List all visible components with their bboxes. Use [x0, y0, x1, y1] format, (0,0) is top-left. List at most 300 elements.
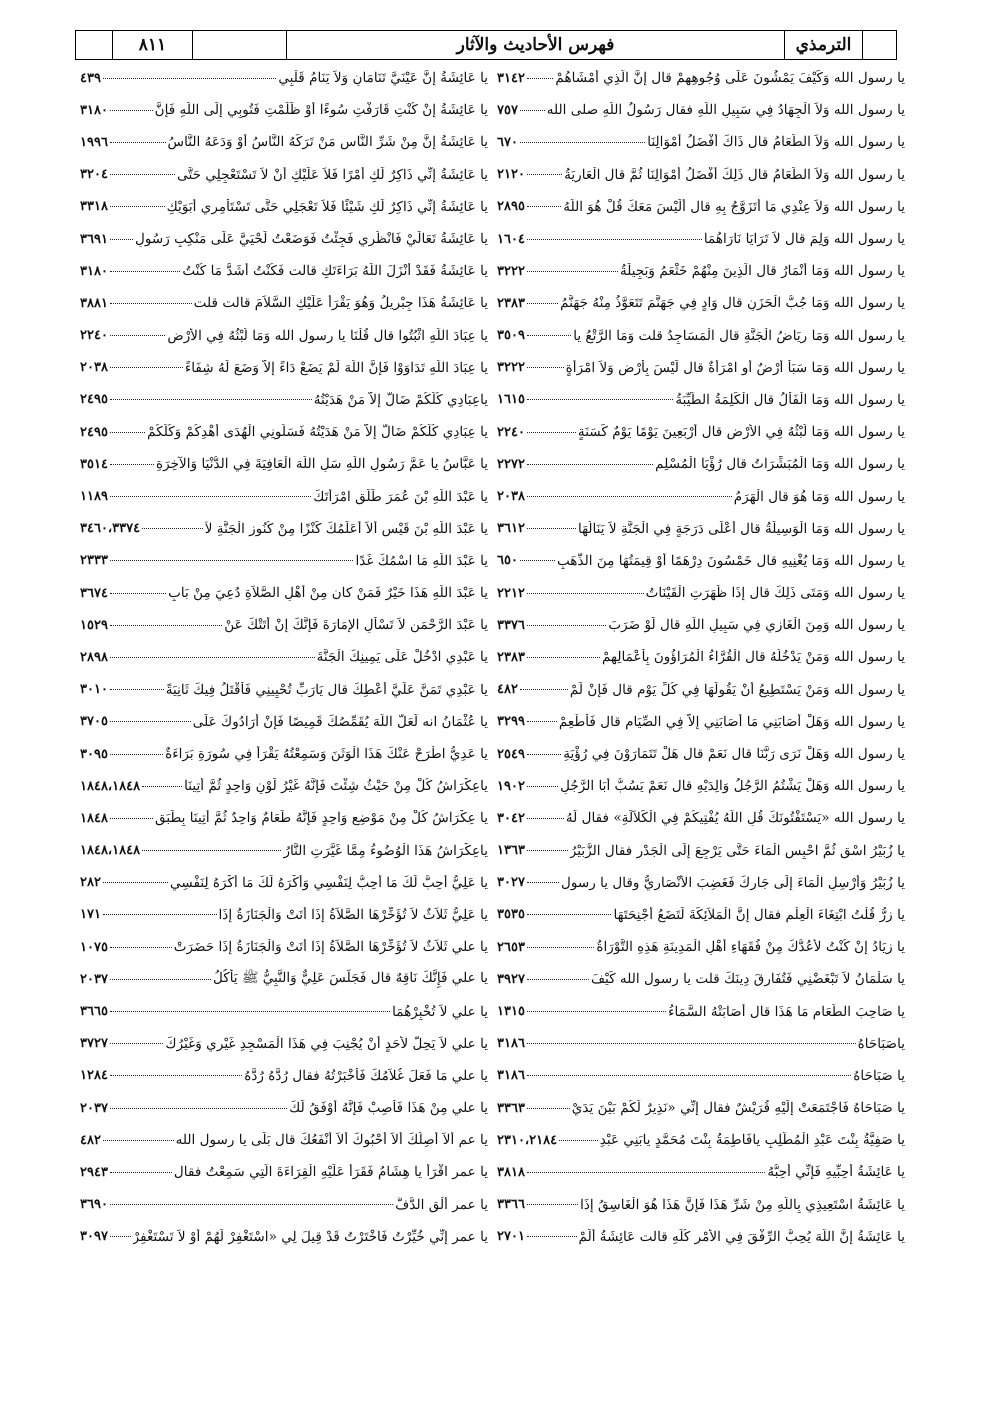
hadith-number: ١٨٤٨،١٨٤٨	[80, 843, 141, 859]
right-column	[497, 62, 905, 1262]
hadith-number: ١٠٧٥	[80, 939, 108, 955]
index-entry	[497, 287, 905, 319]
dot-leader	[110, 174, 175, 175]
hadith-number: ١٨٤٨،١٨٤٨	[80, 778, 141, 794]
entry-text: يا عَلِيُّ أُحِبُّ لَكَ مَا أُحِبُّ لِنَفْسِي وَأَكْرَهُ لَكَ مَا أَكْرَهُ لِنَفْسِي	[170, 874, 488, 891]
index-entry	[80, 802, 488, 834]
hadith-number: ١٥٢٩	[80, 617, 108, 633]
dot-leader	[559, 1140, 598, 1141]
dot-leader	[110, 560, 354, 561]
dot-leader	[527, 335, 571, 336]
index-entry	[497, 1189, 905, 1221]
index-entry	[497, 931, 905, 963]
index-entry	[497, 995, 905, 1027]
hadith-number: ٣٩٢٧	[497, 971, 525, 987]
entry-text: يا رسول الله وَكَيْفَ يَمْشُونَ عَلَى وُجُوهِهِمْ قال إِنَّ الَّذِي أَمْشَاهُمْ	[555, 70, 905, 87]
dot-leader	[110, 754, 163, 755]
entry-text: يا عَائِشَةُ تَعَالَيْ فَانْظُرِي فَجِئْتُ فَوَضَعْتُ لَحْيَيَّ عَلَى مَنْكِبِ رَسُولِ	[134, 231, 488, 248]
hadith-number: ٢٣٨٣	[497, 649, 525, 665]
hadith-number: ٣٧٠٥	[80, 714, 108, 730]
dot-leader	[110, 367, 183, 368]
index-entry	[80, 963, 488, 995]
dot-leader	[527, 979, 589, 980]
dot-leader	[110, 657, 315, 658]
dot-leader	[527, 174, 562, 175]
entry-text: يا عِبَادَ اللَّهِ اثْبُتُوا قال قُلْنَا يا رسول الله وَمَا لُبْثُهُ فِي الأَرْضِ	[167, 327, 488, 344]
hadith-number: ٦٥٠	[497, 553, 518, 569]
dot-leader	[527, 625, 606, 626]
entry-text: يا علي مِنْ هَذَا فَأَصِبْ فَإِنَّهُ أَوْفَقُ لَكَ	[289, 1100, 488, 1117]
entry-text: يا رسول الله وَمَنْ يَدْخُلُهُ قال الْقُرَّاءُ الْمُرَاؤُونَ بِأَعْمَالِهِمْ	[602, 649, 905, 666]
index-entry	[497, 320, 905, 352]
left-column	[80, 62, 488, 1262]
index-entry	[497, 770, 905, 802]
index-entry	[497, 835, 905, 867]
dot-leader	[527, 1011, 666, 1012]
hadith-number: ٣٢٠٤	[80, 167, 108, 183]
dot-leader	[527, 399, 673, 400]
index-entry	[80, 995, 488, 1027]
entry-text: يا رسول الله وَمَا أَنْمَارُ قال الَّذِينَ مِنْهُمْ خَثْعَمُ وَبَجِيلَةُ	[619, 263, 905, 280]
dot-leader	[527, 657, 600, 658]
dot-leader	[527, 1075, 851, 1076]
hadith-number: ٧٥٧	[497, 102, 518, 118]
hadith-number: ٣٠٤٢	[497, 810, 525, 826]
index-entry	[80, 899, 488, 931]
dot-leader	[110, 110, 153, 111]
index-entry	[80, 738, 488, 770]
index-entry	[497, 1092, 905, 1124]
dot-leader	[520, 689, 568, 690]
hadith-number: ٢٨٩٥	[497, 199, 525, 215]
dot-leader	[527, 432, 576, 433]
hadith-number: ٢٣٨٣	[497, 295, 525, 311]
entry-text: يا علي لاَ تُخْبِرْهُمَا	[392, 1003, 488, 1020]
entry-text: يا رسول الله وَهَلْ يَشْتُمُ الرَّجُلُ وَالِدَيْهِ قال نَعَمْ يَسُبُّ أَبَا الرَّجُلِ	[560, 778, 905, 795]
dot-leader	[527, 947, 594, 948]
entry-text: يا رسول الله وَمَا يُغْنِيهِ قال خَمْسُونَ دِرْهَمًا أَوْ قِيمَتُهَا مِنَ الذَّهَبِ	[556, 552, 905, 569]
entry-text: يا عَبْدِي تَمَنَّ عَلَيَّ أُعْطِكَ قال يَارَبِّ تُحْيِينِي فَأُقْتَلُ فِيكَ ثَانِيَةً	[165, 681, 488, 698]
entry-text: يا علي لاَ يَحِلُّ لأَحَدٍ أَنْ يُجْنِبَ فِي هَذَا الْمَسْجِدِ غَيْرِي وَغَيْرُكَ	[165, 1035, 488, 1052]
entry-text: ياعِكْرَاشُ كُلْ مِنْ حَيْثُ شِئْتَ فَإِنَّهُ غَيْرُ لَوْنٍ وَاحِدٍ ثُمَّ أُتِينَا	[184, 778, 488, 795]
entry-text: يا علي ثَلاَثٌ لاَ تُؤَخِّرْهَا الصَّلاَةُ إِذَا أَتَتْ وَالْجَنَازَةُ إِذَا حَضَرَتْ	[173, 939, 488, 956]
index-entry	[80, 352, 488, 384]
hadith-number: ٣٥٣٥	[497, 907, 525, 923]
entry-text: يا صَبَاحَاهُ	[853, 1067, 905, 1084]
index-entry	[80, 62, 488, 94]
dot-leader	[103, 882, 168, 883]
index-entry	[497, 384, 905, 416]
dot-leader	[110, 1204, 393, 1205]
hadith-number: ١٢٨٤	[80, 1068, 108, 1084]
dot-leader	[527, 528, 576, 529]
index-entry	[497, 1060, 905, 1092]
index-entry	[80, 448, 488, 480]
dot-leader	[110, 1043, 163, 1044]
dot-leader	[142, 786, 182, 787]
dot-leader	[527, 754, 561, 755]
entry-text: يا عَائِشَةُ إِنِّي ذَاكِرٌ لَكِ أَمْرًا فَلاَ عَلَيْكِ أَنْ لاَ تَسْتَعْجِلِي حَتَّى	[177, 166, 488, 183]
index-entry	[80, 706, 488, 738]
hadith-number: ٢٩٤٣	[80, 1164, 108, 1180]
dot-leader	[527, 78, 553, 79]
hadith-number: ٣٦٩١	[80, 231, 108, 247]
hadith-number: ٣٢٩٩	[497, 714, 525, 730]
hadith-number: ١٦٠٤	[497, 231, 525, 247]
entry-text: يا عِبَادَ اللَّهِ تَدَاوَوْا فَإِنَّ اللَّهَ لَمْ يَضَعْ دَاءً إِلاَّ وَضَعَ لَهُ شِفَاءً	[184, 359, 488, 376]
hadith-number: ٢٧٠١	[497, 1229, 525, 1245]
entry-text: يا زِرُّ قُلْتُ ابْتِغَاءَ الْعِلْمِ فقال إِنَّ الْمَلاَئِكَةَ لَتَضَعُ أَجْنِحَتَهَا	[613, 906, 905, 923]
index-columns	[80, 62, 905, 1262]
hadith-number: ٢٢٧٢	[497, 456, 525, 472]
dot-leader	[110, 625, 222, 626]
entry-text: يا رسول الله وَلاَ الْجِهَادُ فِي سَبِيلِ اللَّهِ فقال رَسُولُ اللَّهِ صلى الله	[546, 102, 905, 119]
entry-text: يا عَبْدِي ادْخُلْ عَلَى يَمِينِكَ الْجَنَّةَ	[316, 649, 488, 666]
hadith-number: ٣١٤٢	[497, 70, 525, 86]
hadith-number: ١٩٠٢	[497, 778, 525, 794]
entry-text: يا عَبْدَ الرَّحْمَنِ لاَ تَسْأَلِ الإِمَارَةَ فَإِنَّكَ إِنْ أَتَتْكَ عَنْ	[224, 617, 488, 634]
dot-leader	[110, 464, 154, 465]
dot-leader	[110, 1236, 131, 1237]
hadith-number: ٢٤٩٥	[80, 392, 108, 408]
entry-text: يا رسول الله وَلِمَ قال لاَ تَرَايَا نَارَاهُمَا	[703, 231, 905, 248]
hadith-number: ١٩٩٦	[80, 134, 108, 150]
index-entry	[497, 1221, 905, 1253]
dot-leader	[110, 1075, 242, 1076]
hadith-number: ٣٨٨١	[80, 295, 108, 311]
entry-text: يا زِيَادُ إِنْ كُنْتُ لأَعُدُّكَ مِنْ فُقَهَاءِ أَهْلِ الْمَدِينَةِ هَذِهِ التَّوْرَاةُ	[596, 939, 905, 956]
hadith-number: ١٨٤٨	[80, 810, 108, 826]
entry-text: ياصَبَاحَاهُ	[857, 1035, 905, 1052]
hadith-number: ١٧١	[80, 907, 101, 923]
dot-leader	[527, 496, 732, 497]
hadith-number: ٣٣٦٣	[497, 1100, 525, 1116]
index-entry	[497, 126, 905, 158]
hadith-number: ٣٠١٠	[80, 682, 108, 698]
hadith-number: ٣٥١٤	[80, 456, 108, 472]
entry-text: يا رسول الله وَهَلْ نَرَى رَبَّنَا قال نَعَمْ قال هَلْ تَتَمَارَوْنَ فِي رُؤْيَةِ	[563, 746, 905, 763]
index-entry	[497, 1156, 905, 1188]
dot-leader	[110, 432, 145, 433]
hadith-number: ٣٣١٨	[80, 199, 108, 215]
entry-text: يا زُبَيْرُ اسْقِ ثُمَّ احْبِسِ الْمَاءَ حَتَّى يَرْجِعَ إِلَى الْجَدْرِ فقال الزُّبَيْرُ	[569, 842, 905, 859]
index-entry	[497, 416, 905, 448]
dot-leader	[527, 786, 558, 787]
dot-leader	[527, 271, 618, 272]
dot-leader	[142, 850, 281, 851]
hadith-number: ٢٠٣٨	[80, 360, 108, 376]
index-entry	[80, 1124, 488, 1156]
header-blank-cell	[192, 31, 286, 59]
dot-leader	[110, 1011, 390, 1012]
index-entry	[80, 384, 488, 416]
dot-leader	[527, 721, 557, 722]
index-entry	[80, 255, 488, 287]
index-entry	[497, 1124, 905, 1156]
index-entry	[497, 963, 905, 995]
entry-text: يا رسول الله «يَسْتَفْتُونَكَ قُلِ اللَّهُ يُفْتِيكُمْ فِي الْكَلاَلَةِ» فقال لَهُ	[565, 810, 905, 827]
page-number: ٨١١	[112, 31, 192, 59]
hadith-number: ٣٤٦٠،٣٣٧٤	[80, 521, 141, 537]
index-entry	[80, 416, 488, 448]
dot-leader	[110, 335, 165, 336]
hadith-number: ٣٦١٢	[497, 521, 525, 537]
dot-leader	[110, 689, 164, 690]
dot-leader	[110, 818, 153, 819]
hadith-number: ٢٦٥٣	[497, 939, 525, 955]
index-title: فهرس الأحاديث والآثار	[286, 31, 784, 59]
hadith-number: ٢١٢٠	[497, 167, 525, 183]
entry-text: يا سَلْمَانُ لاَ تَبْغَضْنِي فَتُفَارِقَ دِينَكَ قلت يا رسول الله كَيْفَ	[590, 971, 905, 988]
entry-text: ياعِبَادِي كُلُّكُمْ ضَالٌّ إِلاَّ مَنْ هَدَيْتُهُ	[313, 391, 488, 408]
entry-text: يا رسول الله وَمَا جُبُّ الْحَزَنِ قال وَادٍ فِي جَهَنَّمَ تَتَعَوَّذُ مِنْهُ جَهَنَّمُ	[560, 295, 905, 312]
dot-leader	[520, 560, 555, 561]
dot-leader	[527, 1236, 577, 1237]
hadith-number: ٣٣٧٦	[497, 617, 525, 633]
index-entry	[80, 287, 488, 319]
hadith-number: ١٣٦٣	[497, 843, 525, 859]
dot-leader	[527, 1108, 570, 1109]
dot-leader	[110, 1108, 287, 1109]
header-blank-cell	[862, 31, 896, 59]
dot-leader	[527, 464, 653, 465]
hadith-number: ٢٢٤٠	[497, 424, 525, 440]
entry-text: يا عَائِشَةُ هَذَا جِبْرِيلُ وَهُوَ يَقْرَأُ عَلَيْكِ السَّلاَمَ قالت قلت	[193, 295, 488, 312]
entry-text: يا عَبْدَ اللَّهِ هَذَا خَيْرٌ فَمَنْ كان مِنْ أَهْلِ الصَّلاَةِ دُعِيَ مِنْ بَابِ	[168, 585, 488, 602]
index-entry	[497, 706, 905, 738]
entry-text: يا رسول الله وَلاَ عِنْدِي مَا أَتَزَوَّجُ بِهِ قال أَلَيْسَ مَعَكَ قُلْ هُوَ اللَّهُ	[563, 198, 905, 215]
entry-text: يا رسول الله وَمَا الْمُبَشِّرَاتُ قال رُؤْيَا الْمُسْلِمِ	[655, 456, 905, 473]
entry-text: يا رسول الله وَلاَ الطَّعَامُ قال ذَلِكَ أَفْضَلُ أَمْوَالِنَا ثُمَّ قال الْعَارِيَةُ	[564, 166, 905, 183]
dot-leader	[527, 1172, 765, 1173]
dot-leader	[110, 593, 166, 594]
dot-leader	[527, 593, 644, 594]
hadith-number: ٢٢١٢	[497, 585, 525, 601]
dot-leader	[110, 399, 312, 400]
entry-text: يا رسول الله وَمِنَ الْغَازِي فِي سَبِيلِ اللَّهِ قال لَوْ ضَرَبَ	[608, 617, 905, 634]
entry-text: يا رسول الله وَمَا سَبَأٌ أَرْضٌ أَوِ امْرَأَةٌ قال لَيْسَ بِأَرْضٍ وَلاَ امْرَأَةٍ	[565, 359, 905, 376]
header-blank-cell	[76, 31, 112, 59]
dot-leader	[103, 1140, 174, 1141]
dot-leader	[527, 367, 564, 368]
entry-text: يا رسول الله وَمَا رِيَاضُ الْجَنَّةِ قال الْمَسَاجِدُ قلت وَمَا الرَّتْعُ يا	[573, 327, 905, 344]
index-entry	[80, 545, 488, 577]
index-entry	[497, 802, 905, 834]
hadith-number: ٣١٨٠	[80, 102, 108, 118]
entry-text: يا عَائِشَةُ إِنْ كُنْتِ قَارَفْتِ سُوءًا أَوْ ظَلَمْتِ فَتُوبِي إِلَى اللَّهِ فَإِنَّ	[154, 102, 488, 119]
index-entry	[80, 674, 488, 706]
dot-leader	[110, 206, 165, 207]
index-entry	[497, 191, 905, 223]
entry-text: يا عِكْرَاشُ كُلْ مِنْ مَوْضِعٍ وَاحِدٍ فَإِنَّهُ طَعَامٌ وَاحِدٌ ثُمَّ أُتِينَا بِطَبَقٍ	[155, 810, 488, 827]
entry-text: يا رسول الله وَمَا لُبْثُهُ فِي الأَرْضِ قال أَرْبَعِينَ يَوْمًا يَوْمٌ كَسَنَةٍ	[577, 424, 905, 441]
entry-text: يا عمر أَلْقِ الدُّفَّ	[395, 1196, 488, 1213]
hadith-number: ٣١٨٦	[497, 1068, 525, 1084]
index-entry	[497, 545, 905, 577]
entry-text: يا عَائِشَةُ إِنَّ اللَّهَ يُحِبُّ الرِّفْقَ فِي الأَمْرِ كُلِّهِ قالت عَائِشَةُ أَلَمْ	[578, 1228, 905, 1245]
index-entry	[497, 738, 905, 770]
hadith-number: ٦٧٠	[497, 134, 518, 150]
dot-leader	[527, 1204, 578, 1205]
index-entry	[80, 835, 488, 867]
index-entry	[80, 1060, 488, 1092]
index-entry	[497, 641, 905, 673]
hadith-number: ٢٠٣٨	[497, 489, 525, 505]
entry-text: يا عَبْدَ اللَّهِ بْنَ عُمَرَ طَلِّقِ امْرَأَتَكَ	[313, 488, 488, 505]
dot-leader	[527, 303, 558, 304]
dot-leader	[103, 914, 217, 915]
index-entry	[497, 480, 905, 512]
hadith-number: ٣٣٦٦	[497, 1197, 525, 1213]
entry-text: يا عَبْدَ اللَّهِ مَا اسْمُكَ غَدًا	[355, 552, 488, 569]
hadith-number: ٣٦٧٤	[80, 585, 108, 601]
dot-leader	[110, 1172, 172, 1173]
index-entry	[497, 513, 905, 545]
hadith-number: ٢٠٣٧	[80, 971, 108, 987]
dot-leader	[110, 979, 211, 980]
index-entry	[497, 1028, 905, 1060]
entry-text: يا عَدِيُّ اطْرَحْ عَنْكَ هَذَا الْوَثَنَ وَسَمِعْتُهُ يَقْرَأُ فِي سُورَةِ بَرَاءَةٌ	[165, 746, 488, 763]
dot-leader	[110, 721, 191, 722]
entry-text: يا صَفِيَّةُ بِنْتَ عَبْدِ الْمُطَّلِبِ يافَاطِمَةُ بِنْتَ مُحَمَّدٍ يابَنِي عَبْدِ	[599, 1132, 905, 1149]
dot-leader	[520, 110, 545, 111]
entry-text: يا رسول الله وَلاَ الطَّعَامُ قال ذَاكَ أَفْضَلُ أَمْوَالِنَا	[647, 134, 905, 151]
index-entry	[497, 577, 905, 609]
hadith-number: ٣٠٢٧	[497, 875, 525, 891]
hadith-number: ٢٣١٠،٢١٨٤	[497, 1132, 558, 1148]
page-header	[75, 30, 897, 60]
dot-leader	[520, 142, 645, 143]
entry-text: يا علي مَا فَعَلَ غُلاَمُكَ فَأَخْبَرْتُهُ فقال رُدَّهُ رُدَّهُ	[244, 1067, 488, 1084]
dot-leader	[110, 142, 166, 143]
hadith-number: ١٣١٥	[497, 1004, 525, 1020]
index-entry	[497, 352, 905, 384]
dot-leader	[103, 78, 276, 79]
dot-leader	[527, 914, 612, 915]
hadith-number: ٣٨١٨	[497, 1164, 525, 1180]
hadith-number: ٣٦٩٠	[80, 1197, 108, 1213]
dot-leader	[142, 528, 203, 529]
index-entry	[80, 641, 488, 673]
index-entry	[80, 1028, 488, 1060]
index-entry	[80, 320, 488, 352]
dot-leader	[527, 850, 568, 851]
entry-text: يا عَائِشَةُ أَحِبِّيهِ فَإِنِّي أُحِبُّهُ	[767, 1164, 905, 1181]
hadith-number: ٣٧٢٧	[80, 1036, 108, 1052]
hadith-number: ٣٢٢٢	[497, 360, 525, 376]
hadith-number: ٣٢٢٢	[497, 263, 525, 279]
dot-leader	[110, 496, 311, 497]
entry-text: يا عَائِشَةُ إِنَّ مِنْ شَرِّ النَّاسِ مَنْ تَرَكَهُ النَّاسُ أَوْ وَدَعَهُ النَّاسُ	[167, 134, 488, 151]
entry-text: يا رسول الله وَهَلْ أَصَابَنِي مَا أَصَابَنِي إِلاَّ فِي الصِّيَامِ قال فَأَطْعِمْ	[558, 713, 905, 730]
entry-text: يا عم أَلاَ أَصِلُكَ أَلاَ أَحْبُوكَ أَلاَ أَنْفَعُكَ قال بَلَى يا رسول الله	[175, 1132, 488, 1149]
index-entry	[80, 867, 488, 899]
hadith-number: ٣٠٩٧	[80, 1229, 108, 1245]
dot-leader	[527, 1043, 856, 1044]
index-entry	[80, 770, 488, 802]
hadith-number: ٢٢٤٠	[80, 328, 108, 344]
hadith-number: ٢٨٢	[80, 875, 101, 891]
entry-text: يا عمر إِنِّي خُيِّرْتُ فَاخْتَرْتُ قَدْ قِيلَ لِي «اسْتَغْفِرْ لَهُمْ أَوْ لاَ تَسْتَغْفِرْ	[132, 1228, 488, 1245]
hadith-number: ٢٣٣٣	[80, 553, 108, 569]
hadith-number: ٣٥٠٩	[497, 328, 525, 344]
index-entry	[497, 94, 905, 126]
index-entry	[80, 94, 488, 126]
hadith-number: ٣٠٩٥	[80, 746, 108, 762]
index-entry	[80, 126, 488, 158]
entry-text: يا رسول الله وَمَنْ يَسْتَطِيعُ أَنْ يَقُولَهَا فِي كُلِّ يَوْمٍ قال فَإِنْ لَمْ	[569, 681, 905, 698]
book-name: الترمذي	[784, 31, 862, 59]
entry-text: يا عَلِيُّ ثَلاَثٌ لاَ تُؤَخِّرْهَا الصَّلاَةُ إِذَا أَتَتْ وَالْجَنَازَةُ إِذَا	[218, 906, 488, 923]
index-entry	[497, 899, 905, 931]
index-entry	[497, 609, 905, 641]
entry-text: يا رسول الله وَمَا هُوَ قال الْهَرَمُ	[733, 488, 905, 505]
entry-text: يا عُثْمَانُ انه لَعَلَّ اللَّهَ يُقَمِّصُكَ قَمِيصًا فَإِنْ أَرَادُوكَ عَلَى	[192, 713, 488, 730]
hadith-number: ٤٣٩	[80, 70, 101, 86]
index-entry	[80, 1092, 488, 1124]
hadith-number: ٤٨٢	[497, 682, 518, 698]
entry-text: يا عَبَّاسُ يا عَمَّ رَسُولِ اللَّهِ سَلِ اللَّهَ الْعَافِيَةَ فِي الدُّنْيَا وَالآخِرَةِ	[156, 456, 488, 473]
hadith-number: ٢٠٣٧	[80, 1100, 108, 1116]
dot-leader	[110, 947, 172, 948]
hadith-number: ٣١٨٦	[497, 1036, 525, 1052]
index-entry	[80, 931, 488, 963]
index-entry	[497, 223, 905, 255]
entry-text: ياعِكْرَاشُ هَذَا الْوُضُوءُ مِمَّا غَيَّرَتِ النَّارُ	[283, 842, 488, 859]
index-entry	[497, 62, 905, 94]
hadith-number: ٢٤٩٥	[80, 424, 108, 440]
dot-leader	[110, 239, 133, 240]
index-entry	[80, 480, 488, 512]
index-entry	[497, 159, 905, 191]
entry-text: يا عَائِشَةُ إِنَّ عَيْنَيَّ تَنَامَانِ وَلاَ يَنَامُ قَلْبِي	[278, 70, 488, 87]
hadith-number: ٢٨٩٨	[80, 649, 108, 665]
index-entry	[80, 1156, 488, 1188]
hadith-number: ١١٨٩	[80, 489, 108, 505]
entry-text: يا علي فَإِنَّكَ نَاقِهٌ قال فَجَلَسَ عَلِيٌّ وَالنَّبِيُّ ﷺ يَأْكُلُ	[212, 970, 488, 987]
dot-leader	[527, 818, 564, 819]
entry-text: يا عَائِشَةُ فَقَدْ أَنْزَلَ اللَّهُ بَرَاءَتَكِ قالت فَكُنْتُ أَشَدَّ مَا كُنْتُ	[182, 263, 488, 280]
hadith-number: ٣١٨٠	[80, 263, 108, 279]
hadith-number: ٤٨٢	[80, 1132, 101, 1148]
dot-leader	[110, 271, 180, 272]
entry-text: يا عمر اقْرَأْ يا هِشَامُ فَقَرَأَ عَلَيْهِ الْقِرَاءَةَ الَّتِي سَمِعْتُ فقال	[173, 1164, 488, 1181]
dot-leader	[527, 882, 559, 883]
index-entry	[497, 674, 905, 706]
dot-leader	[527, 239, 702, 240]
index-entry	[80, 513, 488, 545]
entry-text: يا زُبَيْرُ وَأَرْسِلِ الْمَاءَ إِلَى جَارِكَ فَغَضِبَ الأَنْصَارِيُّ وقال يا رسول	[560, 874, 905, 891]
entry-text: يا عَبْدَ اللَّهِ بْنَ قَيْسٍ أَلاَ أُعَلِّمُكَ كَنْزًا مِنْ كُنُوزِ الْجَنَّةِ لاَ	[204, 520, 488, 537]
entry-text: يا صَاحِبَ الطَّعَامِ مَا هَذَا قال أَصَابَتْهُ السَّمَاءُ	[668, 1003, 905, 1020]
entry-text: يا رسول الله وَمَا الْوَسِيلَةُ قال أَعْلَى دَرَجَةٍ فِي الْجَنَّةِ لاَ يَنَالُهَا	[577, 520, 905, 537]
entry-text: يا رسول الله وَمَتَى ذَلِكَ قال إِذَا ظَهَرَتِ الْقَيْنَاتُ	[645, 585, 905, 602]
hadith-number: ٣٦٦٥	[80, 1004, 108, 1020]
entry-text: يا عِبَادِي كُلُّكُمْ ضَالٌّ إِلاَّ مَنْ هَدَيْتُهُ فَسَلُونِي الْهُدَى أَهْدِكُمْ وَكُلُّكُمْ	[147, 424, 488, 441]
dot-leader	[527, 206, 561, 207]
index-entry	[80, 223, 488, 255]
entry-text: يا رسول الله وَمَا الْفَأْلُ قال الْكَلِمَةُ الطَّيِّبَةُ	[675, 391, 905, 408]
index-entry	[80, 191, 488, 223]
index-entry	[497, 867, 905, 899]
hadith-number: ١٦١٥	[497, 392, 525, 408]
hadith-number: ٢٥٤٩	[497, 746, 525, 762]
index-entry	[80, 159, 488, 191]
index-entry	[80, 577, 488, 609]
entry-text: يا عَائِشَةُ اسْتَعِيذِي بِاللَّهِ مِنْ شَرِّ هَذَا فَإِنَّ هَذَا هُوَ الْغَاسِقُ إِذَا	[580, 1196, 905, 1213]
index-entry	[80, 1221, 488, 1253]
entry-text: يا صَبَاحَاهُ فَاجْتَمَعَتْ إِلَيْهِ قُرَيْشٌ فقال إِنِّي «نَذِيرٌ لَكُمْ بَيْنَ يَدَيْ	[571, 1100, 905, 1117]
